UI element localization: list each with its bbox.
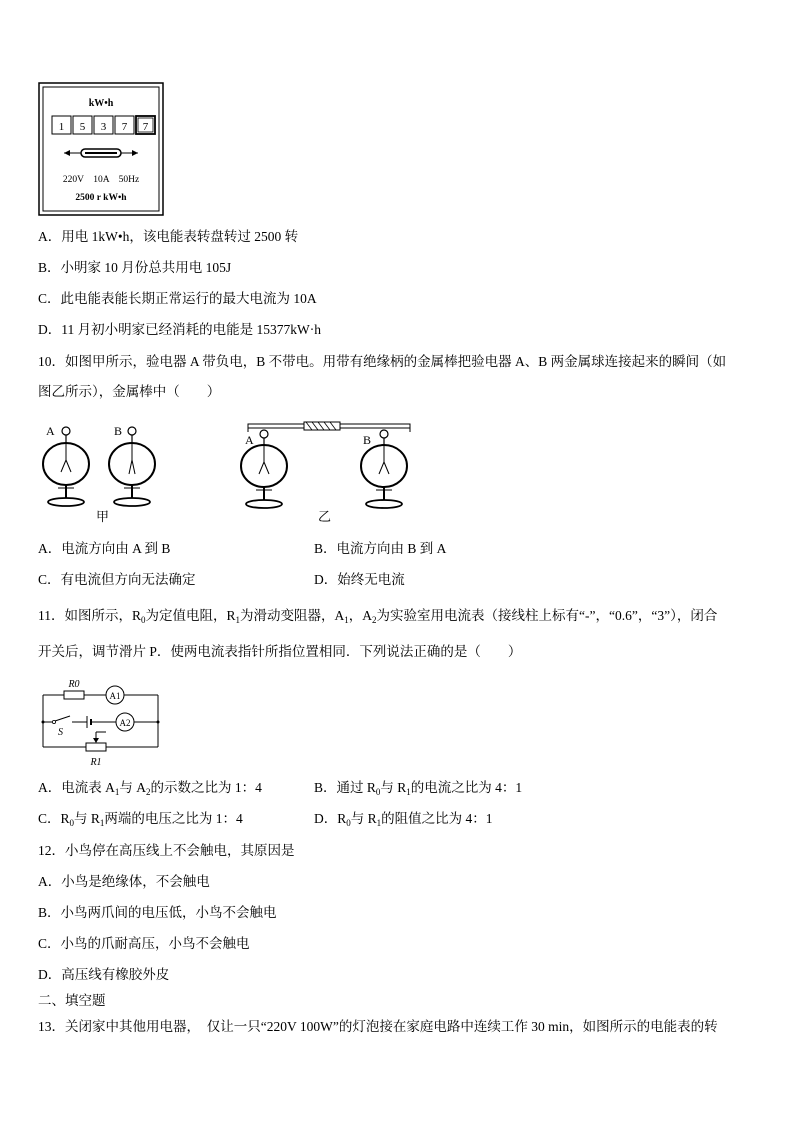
q13-stem: 13．关闭家中其他用电器， 仅让一只“220V 100W”的灯泡接在家庭电路中连续工作 30 min，如图所示的电能表的转 bbox=[38, 1019, 718, 1034]
q12-option-c: C．小鸟的爪耐高压，小鸟不会触电 bbox=[38, 936, 250, 951]
electroscope-drawing bbox=[38, 418, 418, 528]
q10-option-b: B．电流方向由 B 到 A bbox=[314, 541, 447, 556]
circuit-diagram bbox=[38, 674, 168, 770]
circuit-switch-label: S bbox=[58, 727, 63, 738]
q12-stem: 12．小鸟停在高压线上不会触电，其原因是 bbox=[38, 843, 295, 858]
q10-stem-line1: 10．如图甲所示，验电器 A 带负电，B 不带电。用带有绝缘柄的金属棒把验电器 A、B 两金属球连接起来的瞬间（如 bbox=[38, 354, 727, 369]
fig-yi-label: 乙 bbox=[318, 509, 332, 524]
meter-digit-2: 5 bbox=[79, 121, 86, 133]
electroscope-a-yi bbox=[241, 430, 287, 508]
svg-text:A: A bbox=[46, 424, 55, 438]
q11-stem-line2: 开关后，调节滑片 P．使两电流表指针所指位置相同．下列说法正确的是（ ） bbox=[38, 644, 522, 659]
q10-option-d: D．始终无电流 bbox=[314, 572, 405, 587]
q9-option-b: B．小明家 10 月份总共用电 105J bbox=[38, 260, 232, 275]
electroscope-figure bbox=[38, 418, 418, 528]
meter-unit: kW•h bbox=[88, 98, 114, 109]
electric-meter-figure bbox=[38, 82, 164, 216]
q10-stem-line2: 图乙所示），金属棒中（ ） bbox=[38, 384, 221, 399]
ammeter-a1-label: A1 bbox=[109, 691, 121, 701]
electroscope-b-yi bbox=[361, 430, 407, 508]
q10-option-a: A．电流方向由 A 到 B bbox=[38, 541, 171, 556]
electroscope-b-jia bbox=[109, 424, 155, 506]
q11-stem-line1: 11．如图所示，$R_0$为定值电阻，$R_1$为滑动变阻器，$A_1$，$A_2$为实验室用电流表（接线柱上标有“-”，“0.6”，“3”），闭合 bbox=[38, 608, 718, 625]
meter-spec: 220V 10A 50Hz bbox=[62, 175, 140, 185]
meter-digit-4: 7 bbox=[121, 121, 128, 133]
meter-disk-icon bbox=[64, 149, 138, 157]
circuit-r1-label: R1 bbox=[90, 757, 102, 768]
circuit-drawing bbox=[38, 674, 168, 770]
q9-option-c: C．此电能表能长期正常运行的最大电流为 10A bbox=[38, 291, 317, 306]
svg-text:B: B bbox=[363, 433, 372, 447]
circuit-r0-label: R0 bbox=[68, 679, 80, 690]
q12-option-d: D．高压线有橡胶外皮 bbox=[38, 967, 170, 982]
meter-digit-1: 1 bbox=[58, 121, 65, 133]
electric-meter-drawing bbox=[38, 82, 164, 216]
meter-rate: 2500 r kW•h bbox=[75, 193, 127, 203]
svg-text:A: A bbox=[245, 433, 254, 447]
q11-option-c: C．$R_0$与 $R_1$两端的电压之比为 1：4 bbox=[38, 811, 243, 828]
q11-option-a: A．电流表 $A_1$与 $A_2$的示数之比为 1：4 bbox=[38, 780, 262, 797]
meter-digit-3: 3 bbox=[100, 121, 107, 133]
q10-option-c: C．有电流但方向无法确定 bbox=[38, 572, 196, 587]
electroscope-a-jia bbox=[43, 424, 89, 506]
ammeter-a2-label: A2 bbox=[119, 718, 131, 728]
section-title: 二、填空题 bbox=[38, 993, 106, 1008]
q9-option-d: D．11 月初小明家已经消耗的电能是 15377kW·h bbox=[38, 322, 321, 337]
q12-option-b: B．小鸟两爪间的电压低，小鸟不会触电 bbox=[38, 905, 277, 920]
q11-option-d: D．$R_0$与 $R_1$的阻值之比为 4：1 bbox=[314, 811, 493, 828]
q12-option-a: A．小鸟是绝缘体，不会触电 bbox=[38, 874, 210, 889]
svg-text:B: B bbox=[114, 424, 123, 438]
q11-option-b: B．通过 $R_0$与 $R_1$的电流之比为 4：1 bbox=[314, 780, 523, 797]
fig-jia-label: 甲 bbox=[96, 509, 110, 524]
q9-option-a: A．用电 1kW•h，该电能表转盘转过 2500 转 bbox=[38, 229, 299, 244]
meter-digit-5: 7 bbox=[142, 121, 149, 133]
